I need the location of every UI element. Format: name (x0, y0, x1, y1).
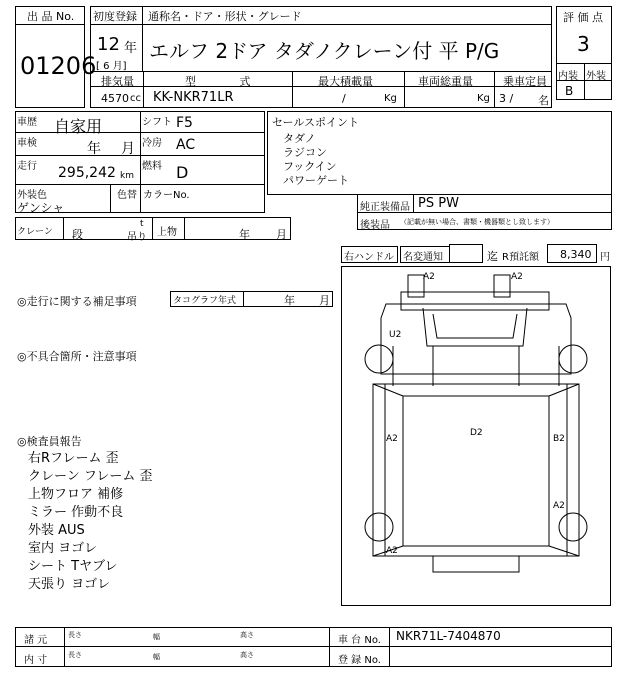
color-label: 外装色 (17, 190, 47, 201)
odo-prefix: 迄 (487, 250, 498, 263)
mount-month-unit: 月 (276, 228, 287, 241)
fuel: D (176, 163, 189, 182)
mark-rear-right: A2 (553, 501, 565, 511)
max-load-unit: Kg (384, 93, 397, 104)
tacho-year-unit: 年 (284, 294, 295, 307)
name-change-label: 名変通知 (403, 252, 443, 263)
mark-front-right: A2 (511, 272, 523, 282)
shift: F5 (176, 115, 193, 131)
dimensions-label: 諸 元 (24, 635, 48, 646)
crane-stage-unit: 段 (72, 228, 83, 241)
footer-table (15, 627, 612, 667)
inspector-item: 上物フロア 補修 (28, 487, 124, 502)
fuel-label: 燃料 (142, 161, 162, 172)
reg-month: [ 6 月] (96, 61, 127, 72)
equipment-label: 純正装備品 (360, 202, 410, 213)
inspector-item: クレーン フレーム 歪 (28, 469, 153, 484)
shift-label: シフト (142, 117, 172, 128)
name-change-value-box (449, 244, 483, 263)
defects-label: ◎不具合箇所・注意事項 (17, 350, 137, 363)
int-width: 幅 (153, 653, 160, 661)
int-length: 長さ (68, 651, 82, 659)
equipment-value: PS PW (418, 196, 459, 211)
sales-point-item: ラジコン (283, 146, 327, 159)
dim-height: 高さ (240, 631, 254, 639)
driving-remarks-label: ◎走行に関する補足事項 (17, 295, 137, 308)
max-load: / (342, 92, 346, 105)
capacity-label: 乗車定員 (503, 75, 547, 88)
color: ゲンシャ (17, 201, 65, 215)
mileage-unit: km (120, 171, 134, 181)
inspector-item: シート Tヤブレ (28, 559, 118, 574)
lot-no-label: 出 品 No. (27, 10, 75, 23)
aftermarket-label: 後装品 (360, 220, 390, 231)
rating: 3 (577, 32, 590, 56)
sales-point-item: パワーゲート (283, 174, 349, 187)
mount-label: 上物 (157, 227, 177, 238)
mileage: 295,242 (58, 165, 116, 181)
interior-label: 内装 (558, 71, 578, 82)
displacement: 4570 (101, 92, 129, 105)
sales-point-item: フックイン (283, 160, 337, 173)
dim-length: 長さ (68, 631, 82, 639)
model-code-label: 型 式 (185, 75, 251, 88)
inspector-label: ◎検査員報告 (17, 435, 82, 448)
gross-weight-unit: Kg (477, 93, 490, 104)
chassis-label: 車 台 No. (338, 635, 381, 646)
odo-label: R預託額 (502, 252, 539, 263)
model-name: エルフ 2ドア タダノクレーン付 平 P/G (149, 39, 500, 63)
mark-bed: D2 (470, 428, 483, 438)
mark-rear-left: A2 (386, 546, 398, 556)
lot-no: 01206 (20, 52, 97, 80)
mark-right-side: B2 (553, 434, 565, 444)
aftermarket-note: （記載が無い場合、書類・機器類とし致します） (400, 218, 554, 226)
inspector-item: 外装 AUS (28, 523, 85, 538)
rating-label: 評 価 点 (563, 11, 603, 24)
inspector-item: 天張り ヨゴレ (28, 577, 111, 592)
color-no-label: カラーNo. (143, 190, 190, 201)
displacement-label: 排気量 (101, 75, 134, 88)
odo-value: 8,340 (560, 248, 592, 261)
tacho-label: タコグラフ年式 (173, 296, 237, 306)
crane-ton: t (140, 219, 144, 229)
sales-point-item: タダノ (283, 132, 316, 145)
gross-weight-label: 車両総重量 (418, 75, 473, 88)
mark-left-side: A2 (386, 434, 398, 444)
mark-cab: U2 (389, 330, 402, 340)
interior-dims-label: 内 寸 (24, 655, 48, 666)
odo-unit: 円 (600, 252, 610, 263)
inspector-item: ミラー 作動不良 (28, 505, 124, 520)
max-load-label: 最大積載量 (318, 75, 373, 88)
mark-front-left: A2 (423, 272, 435, 282)
ac-label: 冷房 (142, 138, 162, 149)
exterior-label: 外装 (586, 71, 606, 82)
int-height: 高さ (240, 651, 254, 659)
displacement-unit: cc (130, 93, 141, 104)
tacho-month-unit: 月 (319, 294, 330, 307)
crane-hook-label: 吊り (127, 232, 147, 243)
model-header-label: 通称名・ドア・形状・グレード (148, 10, 302, 23)
handle: 右ハンドル (344, 252, 394, 263)
inspection-month-unit: 月 (121, 141, 135, 157)
inspection-label: 車検 (17, 138, 37, 149)
inspector-item: 室内 ヨゴレ (28, 541, 98, 556)
capacity-unit: 名 (538, 94, 549, 107)
history: 自家用 (54, 117, 103, 136)
reg-year: 12 (97, 34, 120, 55)
mount-year-unit: 年 (239, 228, 250, 241)
mileage-label: 走行 (17, 161, 37, 172)
history-label: 車歴 (17, 117, 37, 128)
ac: AC (176, 137, 196, 153)
sales-point-label: セールスポイント (272, 116, 360, 129)
crane-label: クレーン (17, 227, 53, 237)
dim-width: 幅 (153, 633, 160, 641)
color-plate-label: 色替 (117, 190, 137, 201)
registration-label: 登 録 No. (338, 655, 381, 666)
capacity: 3 / (499, 92, 514, 105)
first-reg-label: 初度登録 (93, 10, 137, 23)
model-code: KK-NKR71LR (153, 90, 234, 105)
interior-grade: B (565, 84, 574, 98)
reg-year-unit: 年 (124, 41, 138, 56)
chassis-no: NKR71L-7404870 (396, 629, 501, 643)
inspection-year-unit: 年 (87, 141, 101, 157)
inspector-item: 右Rフレーム 歪 (28, 451, 119, 466)
